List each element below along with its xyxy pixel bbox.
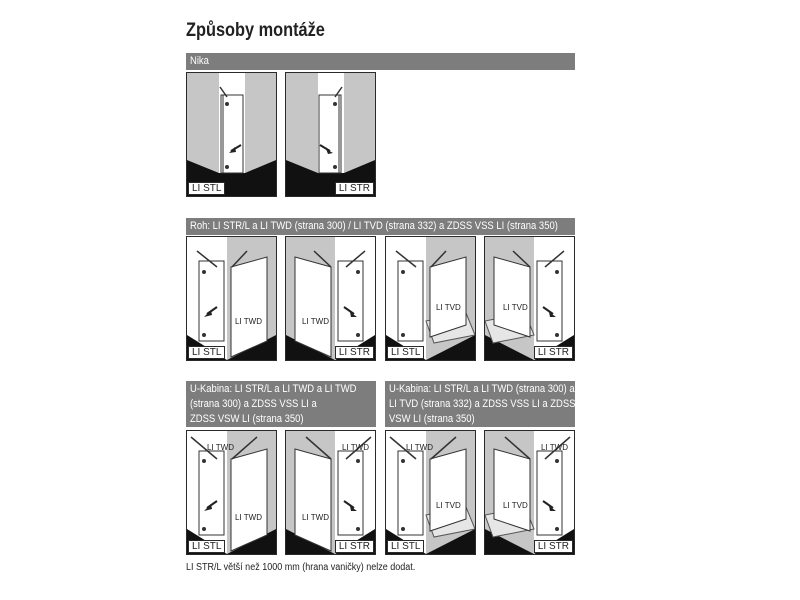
diagram-roh-stl-twd: [186, 236, 277, 361]
diagram-ukabina1-str: [285, 430, 376, 555]
inner-top-label: LI TWD: [207, 443, 234, 452]
inner-label: LI TWD: [302, 513, 329, 522]
niche-left-drawing: [187, 73, 276, 196]
inner-label: LI TWD: [302, 317, 329, 326]
diagram-roh-str-twd: [285, 236, 376, 361]
corner-drawing-3: [386, 237, 475, 360]
corner-drawing-4: [485, 237, 574, 360]
label-li-stl: LI STL: [387, 540, 424, 553]
corner-drawing-2: [286, 237, 375, 360]
label-li-str: LI STR: [335, 182, 374, 195]
inner-label: LI TVD: [436, 303, 461, 312]
label-li-stl: LI STL: [387, 346, 424, 359]
diagram-ukabina2-str: [484, 430, 575, 555]
inner-label: LI TVD: [503, 501, 528, 510]
section-header-ukabina-1: U-Kabina: LI STR/L a LI TWD a LI TWD (strana 300) a ZDSS VSS LI a ZDSS VSW LI (strana 350): [186, 381, 376, 427]
label-li-str: LI STR: [534, 346, 573, 359]
inner-label: LI TWD: [235, 513, 262, 522]
label-li-str: LI STR: [534, 540, 573, 553]
footnote: LI STR/L větší než 1000 mm (hrana vaničky) nelze dodat.: [186, 562, 416, 573]
inner-label: LI TVD: [503, 303, 528, 312]
inner-top-label: LI TWD: [406, 443, 433, 452]
section-header-roh: Roh: LI STR/L a LI TWD (strana 300) / LI TVD (strana 332) a ZDSS VSS LI (strana 350): [186, 218, 575, 235]
section-header-ukabina-2: U-Kabina: LI STR/L a LI TWD (strana 300) a LI TVD (strana 332) a ZDSS VSS LI a ZDSS VSW LI (strana 350): [385, 381, 575, 427]
diagram-ukabina2-stl: [385, 430, 476, 555]
label-li-stl: LI STL: [188, 540, 225, 553]
niche-right-drawing: [286, 73, 375, 196]
diagram-nika-stl: [186, 72, 277, 197]
label-li-str: LI STR: [335, 346, 374, 359]
inner-top-label: LI TWD: [342, 443, 369, 452]
inner-label: LI TWD: [235, 317, 262, 326]
inner-label: LI TVD: [436, 501, 461, 510]
diagram-roh-str-tvd: [484, 236, 575, 361]
label-li-str: LI STR: [335, 540, 374, 553]
diagram-nika-str: [285, 72, 376, 197]
page-title: Způsoby montáže: [186, 20, 325, 41]
label-li-stl: LI STL: [188, 182, 225, 195]
inner-top-label: LI TWD: [541, 443, 568, 452]
section-header-nika: Nika: [186, 53, 575, 70]
diagram-ukabina1-stl: [186, 430, 277, 555]
diagram-roh-stl-tvd: [385, 236, 476, 361]
label-li-stl: LI STL: [188, 346, 225, 359]
corner-drawing-1: [187, 237, 276, 360]
